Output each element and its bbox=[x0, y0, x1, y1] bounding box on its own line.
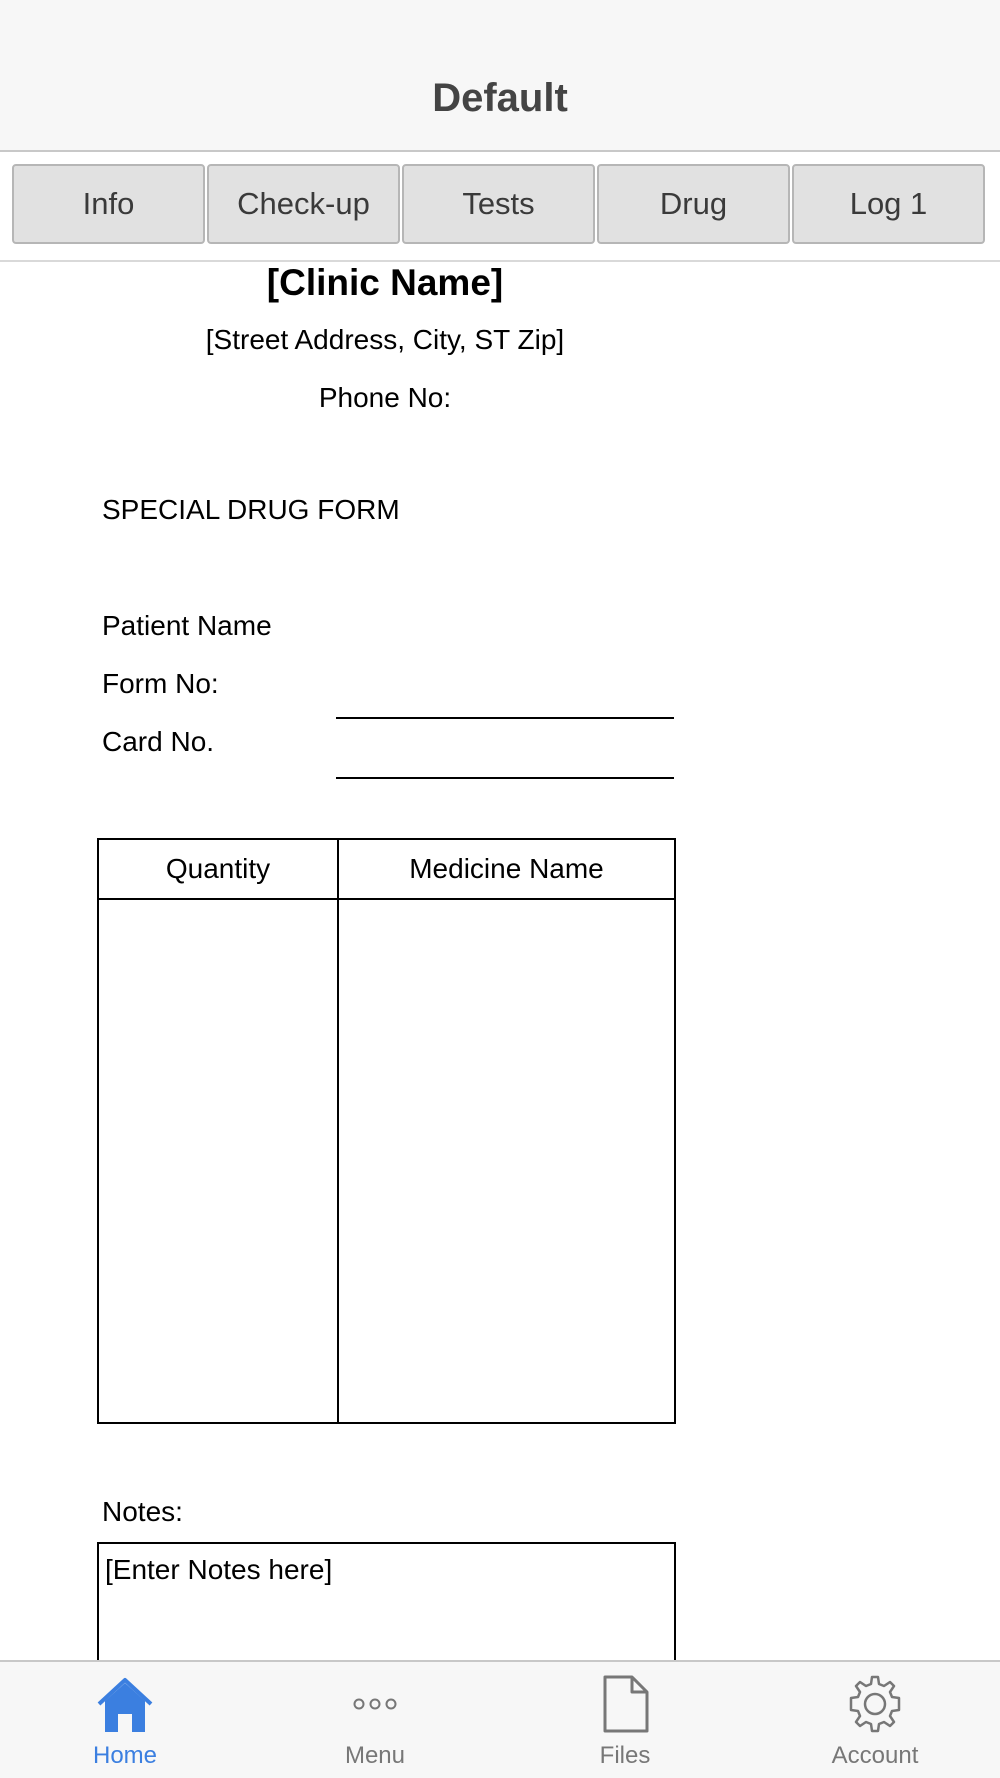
medicine-table bbox=[97, 838, 676, 1424]
page-title: Default bbox=[432, 76, 568, 120]
notes-label: Notes: bbox=[102, 1496, 183, 1527]
tab-home[interactable] bbox=[0, 1662, 250, 1778]
medicine-name-header: Medicine Name bbox=[338, 839, 675, 899]
card-no-field[interactable] bbox=[336, 777, 674, 779]
card-no-label: Card No. bbox=[102, 726, 215, 757]
segment-tests[interactable]: Tests bbox=[402, 164, 595, 244]
tab-files[interactable] bbox=[500, 1662, 750, 1778]
segment-info[interactable]: Info bbox=[12, 164, 205, 244]
quantity-cell[interactable] bbox=[98, 899, 338, 1423]
file-icon bbox=[595, 1674, 655, 1734]
clinic-name: [Clinic Name] bbox=[266, 262, 504, 303]
navigation-bar bbox=[0, 0, 1000, 152]
medicine-name-cell[interactable] bbox=[338, 899, 675, 1423]
tab-account-label: Account bbox=[831, 1742, 919, 1769]
tab-menu-label: Menu bbox=[344, 1742, 406, 1769]
more-icon bbox=[345, 1674, 405, 1734]
segment-drug[interactable]: Drug bbox=[597, 164, 790, 244]
segment-log-1[interactable]: Log 1 bbox=[792, 164, 985, 244]
tab-bar bbox=[0, 1660, 1000, 1778]
tab-files-label: Files bbox=[599, 1742, 651, 1769]
quantity-header: Quantity bbox=[98, 839, 338, 899]
gear-icon bbox=[845, 1674, 905, 1734]
segment-check-up[interactable]: Check-up bbox=[207, 164, 400, 244]
patient-name-label: Patient Name bbox=[102, 610, 272, 641]
home-icon bbox=[95, 1674, 155, 1734]
tab-menu[interactable] bbox=[250, 1662, 500, 1778]
segmented-control bbox=[0, 152, 1000, 262]
notes-text: [Enter Notes here] bbox=[105, 1554, 333, 1585]
form-no-field[interactable] bbox=[336, 717, 674, 719]
notes-textarea[interactable] bbox=[97, 1542, 676, 1660]
tab-home-label: Home bbox=[92, 1742, 158, 1769]
form-content bbox=[0, 262, 1000, 1660]
phone-label: Phone No: bbox=[318, 382, 452, 413]
form-no-label: Form No: bbox=[102, 668, 219, 699]
tab-account[interactable] bbox=[750, 1662, 1000, 1778]
form-title: SPECIAL DRUG FORM bbox=[102, 494, 400, 525]
clinic-address: [Street Address, City, ST Zip] bbox=[205, 324, 565, 355]
